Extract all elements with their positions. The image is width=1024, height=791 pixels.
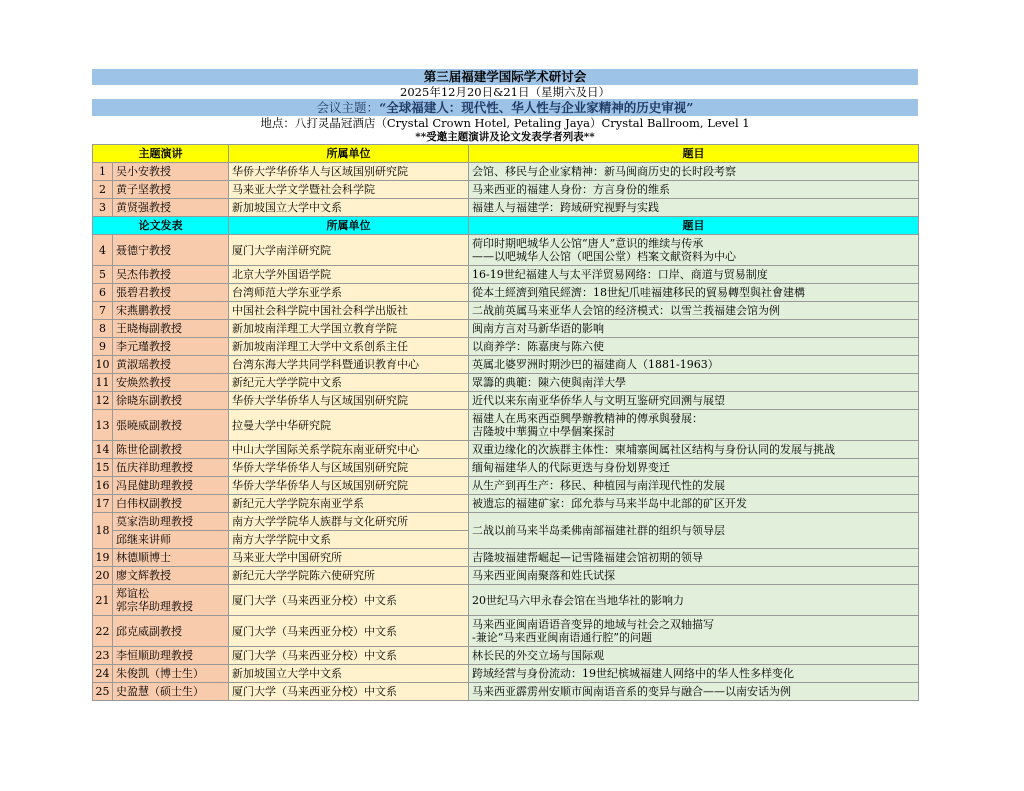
scholar-affiliation-line: 新纪元大学学院东南亚学系 <box>232 497 364 510</box>
scholar-name-line: 聂德宁教授 <box>116 243 171 257</box>
row-number: 19 <box>93 549 113 567</box>
row-number: 11 <box>93 374 113 392</box>
scholar-affiliation <box>229 320 469 338</box>
paper-title <box>469 441 919 459</box>
scholar-name <box>113 585 229 616</box>
table-row <box>93 477 919 495</box>
scholar-affiliation <box>229 495 469 513</box>
paper-title-line: 16-19世纪福建人与太平洋贸易网络：口岸、商道与贸易制度 <box>472 268 768 281</box>
table-row <box>93 495 919 513</box>
paper-title-line: 马来西亚闽南聚落和姓氏试探 <box>472 569 615 582</box>
row-number: 21 <box>93 585 113 616</box>
paper-title-line: 吉隆坡中華獨立中學個案探討 <box>472 425 615 438</box>
scholar-affiliation-line: 北京大学外国语学院 <box>232 268 331 281</box>
paper-header-row <box>93 217 919 235</box>
table-row <box>93 181 919 199</box>
scholar-name <box>113 441 229 459</box>
table-row <box>93 199 919 217</box>
table-row <box>93 647 919 665</box>
paper-title <box>469 284 919 302</box>
scholar-affiliation <box>229 459 469 477</box>
scholar-affiliation <box>229 647 469 665</box>
row-number: 10 <box>93 356 113 374</box>
scholar-name-line: 冯昆健助理教授 <box>116 479 193 492</box>
row-number: 14 <box>93 441 113 459</box>
table-row <box>93 163 919 181</box>
scholar-name-line: 郭宗华助理教授 <box>116 600 193 613</box>
scholar-name <box>113 320 229 338</box>
scholar-name-line: 安焕然教授 <box>116 376 171 389</box>
row-number: 16 <box>93 477 113 495</box>
paper-title <box>469 320 919 338</box>
paper-title-line: 从生产到再生产：移民、种植园与南洋现代性的发展 <box>472 479 725 492</box>
scholar-affiliation-line: 中国社会科学院中国社会科学出版社 <box>232 304 408 317</box>
paper-title <box>469 163 919 181</box>
paper-title <box>469 683 919 701</box>
paper-title-line: 吉隆坡福建帮崛起—记雪隆福建会馆初期的领导 <box>472 551 703 564</box>
row-number: 15 <box>93 459 113 477</box>
paper-title <box>469 665 919 683</box>
row-number: 5 <box>93 266 113 284</box>
paper-title-line: 跨域经营与身份流动：19世纪槟城福建人网络中的华人性多样变化 <box>472 667 794 680</box>
paper-title <box>469 302 919 320</box>
paper-title <box>469 616 919 647</box>
scholar-name-line: 張碧君教授 <box>116 286 171 299</box>
paper-title <box>469 374 919 392</box>
scholar-name <box>113 235 229 266</box>
scholar-affiliation-line: 马来亚大学文学暨社会科学院 <box>232 183 375 196</box>
row-number: 12 <box>93 392 113 410</box>
scholar-affiliation <box>229 392 469 410</box>
scholar-name-line: 李元瑾教授 <box>116 340 171 353</box>
scholar-name <box>113 549 229 567</box>
scholar-affiliation <box>229 441 469 459</box>
table-row <box>93 284 919 302</box>
table-row <box>93 302 919 320</box>
scholar-affiliation-line: 华侨大学华侨华人与区域国别研究院 <box>232 165 408 178</box>
scholar-affiliation <box>229 338 469 356</box>
scholar-affiliation <box>229 181 469 199</box>
table-row <box>93 338 919 356</box>
scholar-list-note: **受邀主题演讲及论文发表学者列表** <box>415 131 595 143</box>
paper-title-line: 福建人在馬來西亞興學辦教精神的傳承與發展： <box>472 412 703 425</box>
scholar-affiliation <box>229 235 469 266</box>
scholar-affiliation <box>229 356 469 374</box>
paper-title-line: 被遗忘的福建矿家：邱允恭与马来半岛中北部的矿区开发 <box>472 497 747 510</box>
paper-title <box>469 410 919 441</box>
scholar-affiliation-line: 华侨大学华侨华人与区域国别研究院 <box>232 394 408 407</box>
theme-label: 会议主题： <box>316 100 380 115</box>
paper-title-line: -兼论“马来西亚闽南语通行腔”的问题 <box>472 631 652 644</box>
row-number: 4 <box>93 235 113 266</box>
paper-header-affiliation: 所属单位 <box>229 217 469 235</box>
paper-title-line: 20世纪马六甲永春会馆在当地华社的影响力 <box>472 593 684 607</box>
scholar-affiliation <box>229 302 469 320</box>
row-number: 3 <box>93 199 113 217</box>
table-row <box>93 513 919 531</box>
scholar-name <box>113 495 229 513</box>
scholar-name-line: 陈世伦副教授 <box>116 443 182 456</box>
scholar-name <box>113 392 229 410</box>
paper-title <box>469 199 919 217</box>
paper-title <box>469 356 919 374</box>
paper-title <box>469 647 919 665</box>
paper-title <box>469 181 919 199</box>
scholar-name-line: 吴小安教授 <box>116 165 171 178</box>
scholar-affiliation: 南方大学学院中文系 <box>229 531 469 549</box>
scholar-name <box>113 459 229 477</box>
paper-title-line: 二战以前马来半岛柔佛南部福建社群的组织与领导层 <box>472 524 725 537</box>
scholar-name <box>113 410 229 441</box>
scholar-name-line: 廖文辉教授 <box>116 569 171 582</box>
scholar-affiliation <box>229 163 469 181</box>
table-row <box>93 266 919 284</box>
table-row <box>93 392 919 410</box>
table-row <box>93 356 919 374</box>
scholar-name-line: 李恒顺助理教授 <box>116 649 193 662</box>
scholar-name-line: 白伟权副教授 <box>116 497 182 510</box>
scholar-name-line: 王晓梅副教授 <box>116 322 182 335</box>
scholar-name <box>113 647 229 665</box>
scholar-name <box>113 616 229 647</box>
scholar-name-line: 黄淑瑶教授 <box>116 358 171 371</box>
conference-date: 2025年12月20日&21日（星期六及日） <box>400 85 610 99</box>
table-row <box>93 683 919 701</box>
scholar-affiliation-line: 华侨大学华侨华人与区域国别研究院 <box>232 461 408 474</box>
scholar-affiliation <box>229 585 469 616</box>
paper-title-line: 会馆、移民与企业家精神：新马闽商历史的长时段考察 <box>472 165 736 178</box>
table-row <box>93 320 919 338</box>
scholar-affiliation-line: 新加坡国立大学中文系 <box>232 667 342 680</box>
scholar-name <box>113 477 229 495</box>
row-number: 20 <box>93 567 113 585</box>
paper-title-line: 缅甸福建华人的代际更迭与身份划界变迁 <box>472 461 670 474</box>
scholar-name <box>113 181 229 199</box>
table-row <box>93 549 919 567</box>
scholar-affiliation-line: 台湾东海大学共同学科暨通识教育中心 <box>232 358 419 371</box>
table-row <box>93 441 919 459</box>
table-row <box>93 585 919 616</box>
paper-title-line: 從本土經濟到殖民經濟：18世紀爪哇福建移民的貿易轉型與社會建構 <box>472 286 805 299</box>
scholar-affiliation-line: 台湾师范大学东亚学系 <box>232 286 342 299</box>
paper-title-line: 眾籌的典範：陳六使與南洋大學 <box>472 376 626 389</box>
conference-document <box>92 69 918 701</box>
scholar-name-line: 史盈慧（硕士生） <box>116 685 204 698</box>
row-number: 7 <box>93 302 113 320</box>
scholar-name <box>113 683 229 701</box>
conference-theme <box>92 99 918 116</box>
scholar-name <box>113 567 229 585</box>
scholar-affiliation-line: 厦门大学（马来西亚分校）中文系 <box>232 649 397 662</box>
keynote-header-affiliation: 所属单位 <box>229 145 469 163</box>
scholar-name-line: 朱俊凯（博士生） <box>116 667 204 680</box>
paper-title-line: 荷印时期吧城华人公馆“唐人”意识的维续与传承 <box>472 237 704 250</box>
scholar-affiliation-line: 马来亚大学中国研究所 <box>232 551 342 564</box>
scholar-affiliation <box>229 567 469 585</box>
scholar-affiliation <box>229 410 469 441</box>
scholar-name-line: 伍庆祥助理教授 <box>116 461 193 474</box>
scholar-name-line: 郑谊松 <box>116 587 149 600</box>
paper-title <box>469 549 919 567</box>
scholar-affiliation-line: 厦门大学（马来西亚分校）中文系 <box>232 593 397 607</box>
scholar-name-line: 吴杰伟教授 <box>116 268 171 281</box>
paper-title <box>469 459 919 477</box>
paper-title <box>469 495 919 513</box>
paper-title <box>469 567 919 585</box>
paper-section <box>93 217 919 701</box>
paper-title-line: 二战前英属马来亚华人会馆的经济模式：以雪兰莪福建会馆为例 <box>472 304 780 317</box>
row-number: 6 <box>93 284 113 302</box>
keynote-header-speaker: 主题演讲 <box>93 145 229 163</box>
paper-title-line: 福建人与福建学：跨域研究视野与实践 <box>472 201 659 214</box>
scholar-affiliation-line: 新加坡南洋理工大学国立教育学院 <box>232 322 397 335</box>
scholar-affiliation-line: 厦门大学（马来西亚分校）中文系 <box>232 624 397 638</box>
scholar-affiliation <box>229 665 469 683</box>
table-row <box>93 459 919 477</box>
scholar-affiliation-line: 新纪元大学学院陈六使研究所 <box>232 569 375 582</box>
paper-title <box>469 235 919 266</box>
scholar-affiliation <box>229 477 469 495</box>
row-number: 22 <box>93 616 113 647</box>
table-row <box>93 665 919 683</box>
table-row <box>93 235 919 266</box>
keynote-header-row <box>93 145 919 163</box>
scholar-name-line: 林德顺博士 <box>116 551 171 564</box>
scholar-affiliation-line: 厦门大学（马来西亚分校）中文系 <box>232 685 397 698</box>
scholar-affiliation-line: 拉曼大学中华研究院 <box>232 418 331 432</box>
document-title: 第三届福建学国际学术研讨会 <box>92 69 918 85</box>
scholar-affiliation <box>229 374 469 392</box>
scholar-name <box>113 665 229 683</box>
row-number: 18 <box>93 513 113 549</box>
theme-text: “全球福建人：现代性、华人性与企业家精神的历史审视” <box>379 100 694 115</box>
table-row <box>93 616 919 647</box>
scholar-affiliation: 南方大学学院华人族群与文化研究所 <box>229 513 469 531</box>
paper-title-line: 马来西亚闽南语语音变异的地域与社会之双轴描写 <box>472 618 714 631</box>
scholar-affiliation <box>229 549 469 567</box>
paper-title-line: 双重边缘化的次族群主体性：柬埔寨闽属社区结构与身份认同的发展与挑战 <box>472 443 835 456</box>
scholar-name-line: 張曉威副教授 <box>116 418 182 432</box>
row-number: 1 <box>93 163 113 181</box>
scholar-affiliation-line: 新加坡南洋理工大学中文系创系主任 <box>232 340 408 353</box>
paper-title <box>469 392 919 410</box>
scholar-affiliation <box>229 266 469 284</box>
scholar-affiliation-line: 新纪元大学学院中文系 <box>232 376 342 389</box>
scholar-name <box>113 284 229 302</box>
paper-header-presenter: 论文发表 <box>93 217 229 235</box>
paper-title-line: 英属北婆罗洲时期沙巴的福建商人（1881-1963） <box>472 358 719 371</box>
paper-title-line: 以商养学：陈嘉庚与陈六使 <box>472 340 604 353</box>
paper-title-line: 近代以来东南亚华侨华人与文明互鉴研究回溯与展望 <box>472 394 725 407</box>
scholar-affiliation-line: 中山大学国际关系学院东南亚研究中心 <box>232 443 419 456</box>
row-number: 23 <box>93 647 113 665</box>
row-number: 9 <box>93 338 113 356</box>
row-number: 25 <box>93 683 113 701</box>
paper-title <box>469 338 919 356</box>
scholar-affiliation <box>229 199 469 217</box>
scholar-affiliation-line: 华侨大学华侨华人与区域国别研究院 <box>232 479 408 492</box>
paper-title <box>469 266 919 284</box>
scholar-name-line: 宋燕鹏教授 <box>116 304 171 317</box>
conference-venue: 地点：八打灵晶冠酒店（Crystal Crown Hotel, Petaling Jaya）Crystal Ballroom, Level 1 <box>260 116 750 130</box>
paper-title-line: 林长民的外交立场与国际观 <box>472 649 604 662</box>
scholar-affiliation <box>229 683 469 701</box>
scholar-affiliation-line: 厦门大学南洋研究院 <box>232 243 331 257</box>
scholar-affiliation <box>229 616 469 647</box>
scholar-affiliation-line: 新加坡国立大学中文系 <box>232 201 342 214</box>
scholar-name <box>113 163 229 181</box>
paper-title <box>469 477 919 495</box>
keynote-section <box>93 145 919 217</box>
row-number: 8 <box>93 320 113 338</box>
paper-title <box>469 585 919 616</box>
row-number: 24 <box>93 665 113 683</box>
paper-title-line: 马来西亚霹雳州安顺市闽南语音系的变异与融合——以南安话为例 <box>472 685 791 698</box>
scholar-name-line: 黄子坚教授 <box>116 183 171 196</box>
row-number: 2 <box>93 181 113 199</box>
row-number: 17 <box>93 495 113 513</box>
scholar-name: 邱继来讲师 <box>113 531 229 549</box>
paper-title-line: 闽南方言对马新华语的影响 <box>472 322 604 335</box>
table-row <box>93 374 919 392</box>
paper-title-line: ——以吧城华人公馆（吧国公堂）档案文献资料为中心 <box>472 250 736 263</box>
scholar-name-line: 邱克威副教授 <box>116 624 182 638</box>
table-row <box>93 410 919 441</box>
scholar-name <box>113 374 229 392</box>
scholar-name <box>113 338 229 356</box>
scholar-name <box>113 199 229 217</box>
scholar-affiliation <box>229 284 469 302</box>
scholar-name-line: 黄贤强教授 <box>116 201 171 214</box>
paper-title-line: 马来西亚的福建人身份：方言身份的维系 <box>472 183 670 196</box>
scholar-name <box>113 356 229 374</box>
scholar-name-line: 徐晓东副教授 <box>116 394 182 407</box>
scholar-name <box>113 266 229 284</box>
paper-header-title: 题目 <box>469 217 919 235</box>
scholar-name <box>113 302 229 320</box>
table-row <box>93 567 919 585</box>
paper-title <box>469 513 919 549</box>
row-number: 13 <box>93 410 113 441</box>
scholar-name: 莫家浩助理教授 <box>113 513 229 531</box>
keynote-header-title: 题目 <box>469 145 919 163</box>
scholar-table <box>92 144 919 701</box>
